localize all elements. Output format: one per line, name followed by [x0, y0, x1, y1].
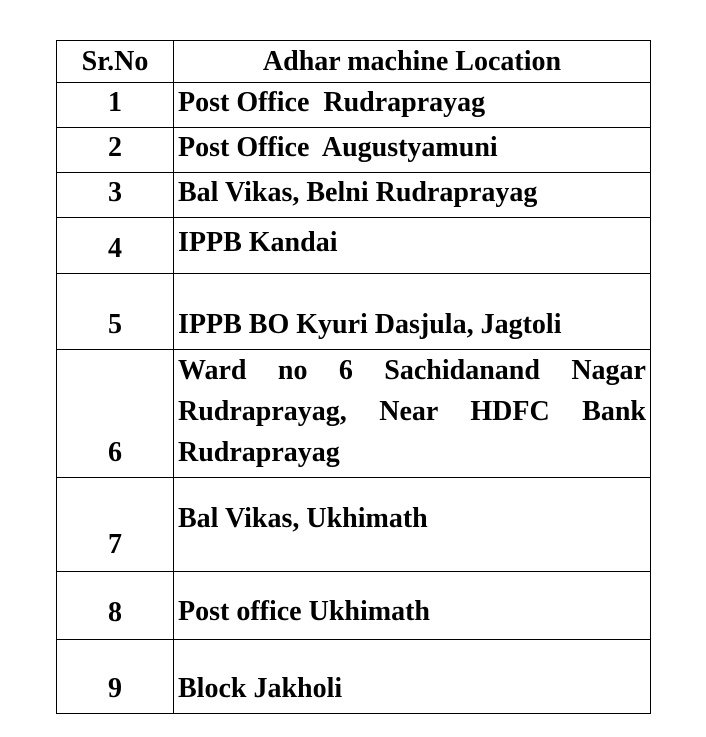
header-sr-no: Sr.No: [57, 41, 174, 83]
table-row: [57, 572, 651, 640]
location-cell: Ward no 6 Sachidanand Nagar Rudraprayag, Near HDFC Bank Rudraprayag: [174, 350, 651, 478]
location-cell: Bal Vikas, Ukhimath: [174, 478, 651, 572]
table-row: [57, 274, 651, 350]
table-row: [57, 83, 651, 128]
table-header-row: [57, 41, 651, 83]
location-cell: Block Jakholi: [174, 640, 651, 714]
locations-table-container: [56, 40, 651, 714]
adhar-machine-locations-table: [56, 40, 651, 714]
location-cell: IPPB Kandai: [174, 218, 651, 274]
table-row: [57, 350, 651, 478]
table-row: [57, 478, 651, 572]
sr-no-cell: 3: [57, 173, 174, 218]
sr-no-cell: 9: [57, 640, 174, 714]
table-row: [57, 173, 651, 218]
sr-no-cell: 8: [57, 572, 174, 640]
location-cell: IPPB BO Kyuri Dasjula, Jagtoli: [174, 274, 651, 350]
location-cell: Post Office Rudraprayag: [174, 83, 651, 128]
location-cell: Post office Ukhimath: [174, 572, 651, 640]
table-row: [57, 640, 651, 714]
sr-no-cell: 6: [57, 350, 174, 478]
sr-no-cell: 2: [57, 128, 174, 173]
sr-no-cell: 5: [57, 274, 174, 350]
location-cell: Bal Vikas, Belni Rudraprayag: [174, 173, 651, 218]
sr-no-cell: 4: [57, 218, 174, 274]
table-row: [57, 218, 651, 274]
header-location: Adhar machine Location: [174, 41, 651, 83]
sr-no-cell: 1: [57, 83, 174, 128]
sr-no-cell: 7: [57, 478, 174, 572]
table-row: [57, 128, 651, 173]
location-cell: Post Office Augustyamuni: [174, 128, 651, 173]
